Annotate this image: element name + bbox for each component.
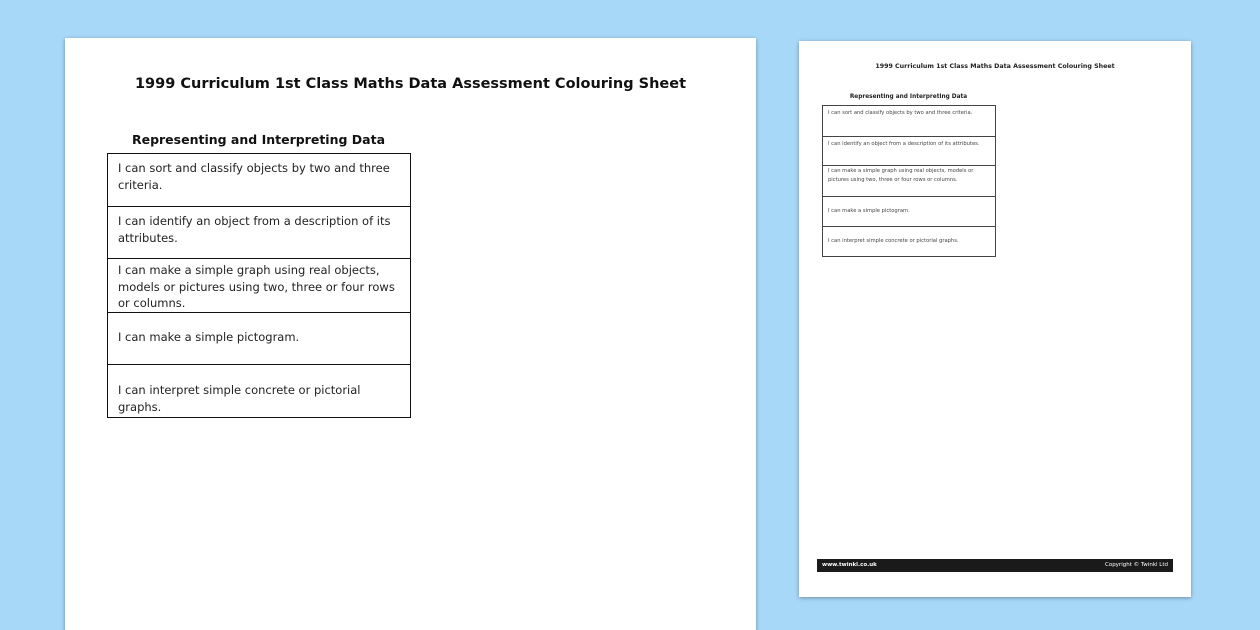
footer-copyright: Copyright © Twinkl Ltd [1104, 562, 1168, 568]
thumbnail-title: 1999 Curriculum 1st Class Maths Data Assessment Colouring Sheet [875, 63, 1115, 70]
criteria-row: I can interpret simple concrete or pictorial graphs. [118, 383, 361, 414]
thumbnail-criteria-row: I can make a simple graph using real objects, models or pictures using two, three or four rows or columns. [823, 166, 995, 197]
worksheet-page-large [65, 38, 756, 630]
thumbnail-footer-bar [817, 559, 1173, 572]
thumbnail-criteria-row: I can interpret simple concrete or pictorial graphs. [828, 238, 959, 244]
footer-url: www.twinkl.co.uk [822, 562, 877, 568]
worksheet-page-thumbnail [799, 41, 1191, 597]
thumbnail-criteria-row: I can identify an object from a description of its attributes. [823, 137, 995, 166]
criteria-row: I can make a simple graph using real objects, models or pictures using two, three or four rows or columns. [108, 259, 410, 313]
thumbnail-section-heading: Representing and Interpreting Data [849, 94, 968, 100]
thumbnail-criteria-row: I can make a simple pictogram. [823, 197, 995, 227]
thumbnail-criteria-table [822, 105, 996, 257]
thumbnail-criteria-row: I can sort and classify objects by two and three criteria. [823, 106, 995, 137]
section-heading: Representing and Interpreting Data [131, 132, 386, 147]
criteria-table [107, 153, 411, 418]
criteria-row: I can sort and classify objects by two and three criteria. [108, 154, 410, 207]
criteria-row: I can identify an object from a description of its attributes. [108, 207, 410, 259]
criteria-row: I can make a simple pictogram. [108, 313, 410, 365]
page-title: 1999 Curriculum 1st Class Maths Data Assessment Colouring Sheet [134, 76, 687, 92]
